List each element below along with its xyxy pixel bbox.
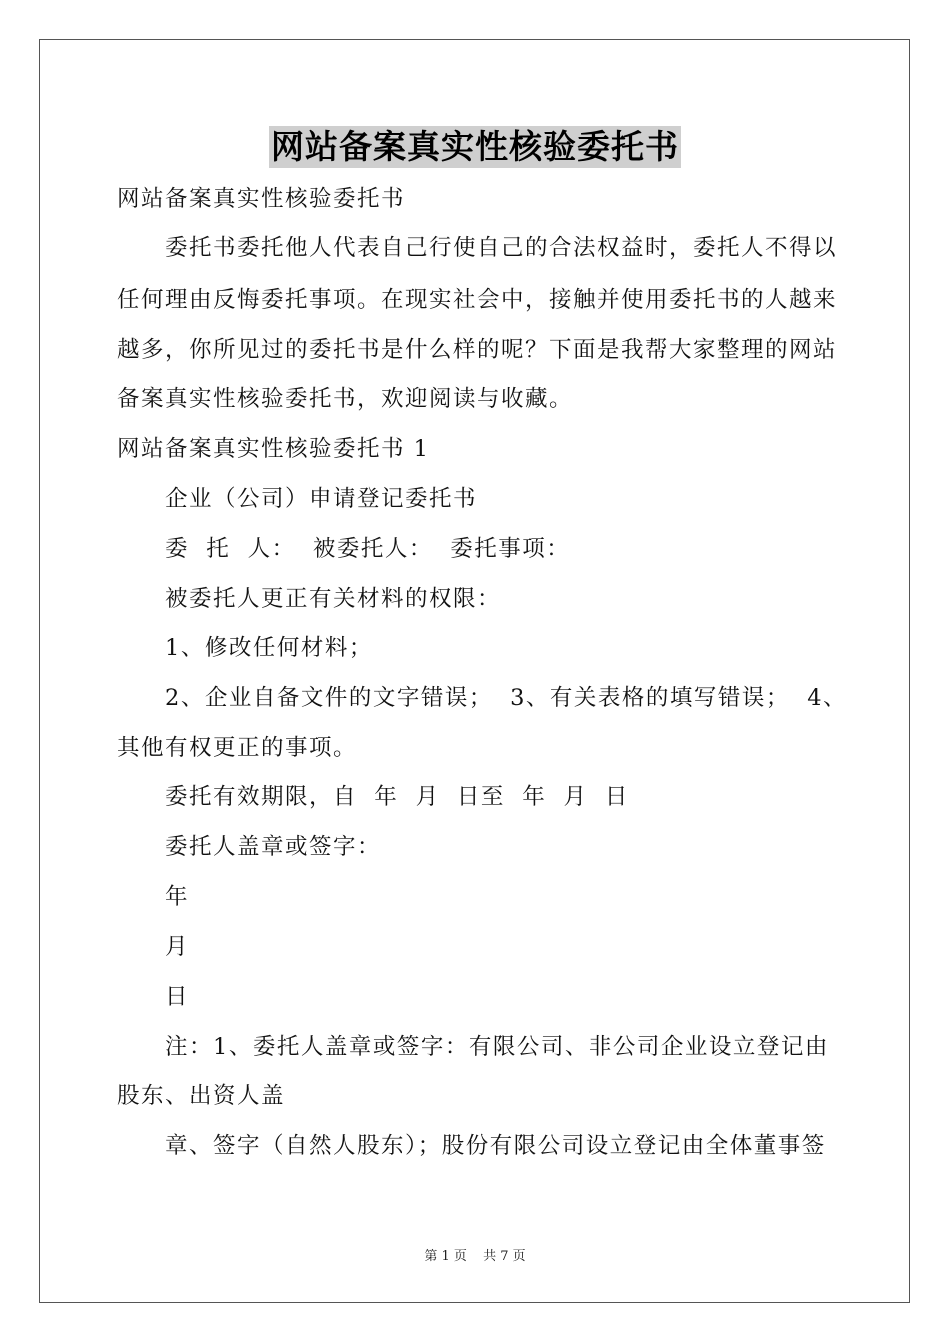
section-heading: 网站备案真实性核验委托书 1 <box>117 436 430 462</box>
paragraph-line: 备案真实性核验委托书，欢迎阅读与收藏。 <box>117 386 574 412</box>
note-line: 章、签字（自然人股东）；股份有限公司设立登记由全体董事签 <box>165 1133 826 1159</box>
note-line: 股东、出资人盖 <box>117 1083 286 1109</box>
date-day-line: 日 <box>165 984 190 1010</box>
paragraph-line: 企业（公司）申请登记委托书 <box>165 486 478 512</box>
page-number: 第 1 页 <box>424 1249 467 1264</box>
signature-line: 委托人盖章或签字： <box>165 834 382 860</box>
list-item-continuation: 其他有权更正的事项。 <box>117 735 358 761</box>
title-container <box>0 126 950 168</box>
list-item: 1、修改任何材料； <box>165 635 373 661</box>
page-footer <box>0 1248 950 1266</box>
paragraph-line: 被委托人更正有关材料的权限： <box>165 586 502 612</box>
paragraph-line: 越多，你所见过的委托书是什么样的呢？下面是我帮大家整理的网站 <box>117 337 838 363</box>
page-total: 共 7 页 <box>483 1249 526 1264</box>
note-line: 注：1、委托人盖章或签字：有限公司、非公司企业设立登记由 <box>165 1034 829 1060</box>
page-border <box>39 39 910 1303</box>
form-fields-line: 委 托 人： 被委托人： 委托事项： <box>165 536 571 562</box>
paragraph-line: 委托书委托他人代表自己行使自己的合法权益时，委托人不得以 <box>165 235 838 261</box>
subtitle-line: 网站备案真实性核验委托书 <box>117 186 406 212</box>
validity-period-line: 委托有效期限，自 年 月 日至 年 月 日 <box>165 784 629 810</box>
paragraph-line: 任何理由反悔委托事项。在现实社会中，接触并使用委托书的人越来 <box>117 287 838 313</box>
date-month-line: 月 <box>165 934 190 960</box>
date-year-line: 年 <box>165 884 190 910</box>
list-item: 2、企业自备文件的文字错误； 3、有关表格的填写错误； 4、 <box>165 685 848 711</box>
document-title: 网站备案真实性核验委托书 <box>271 127 679 166</box>
